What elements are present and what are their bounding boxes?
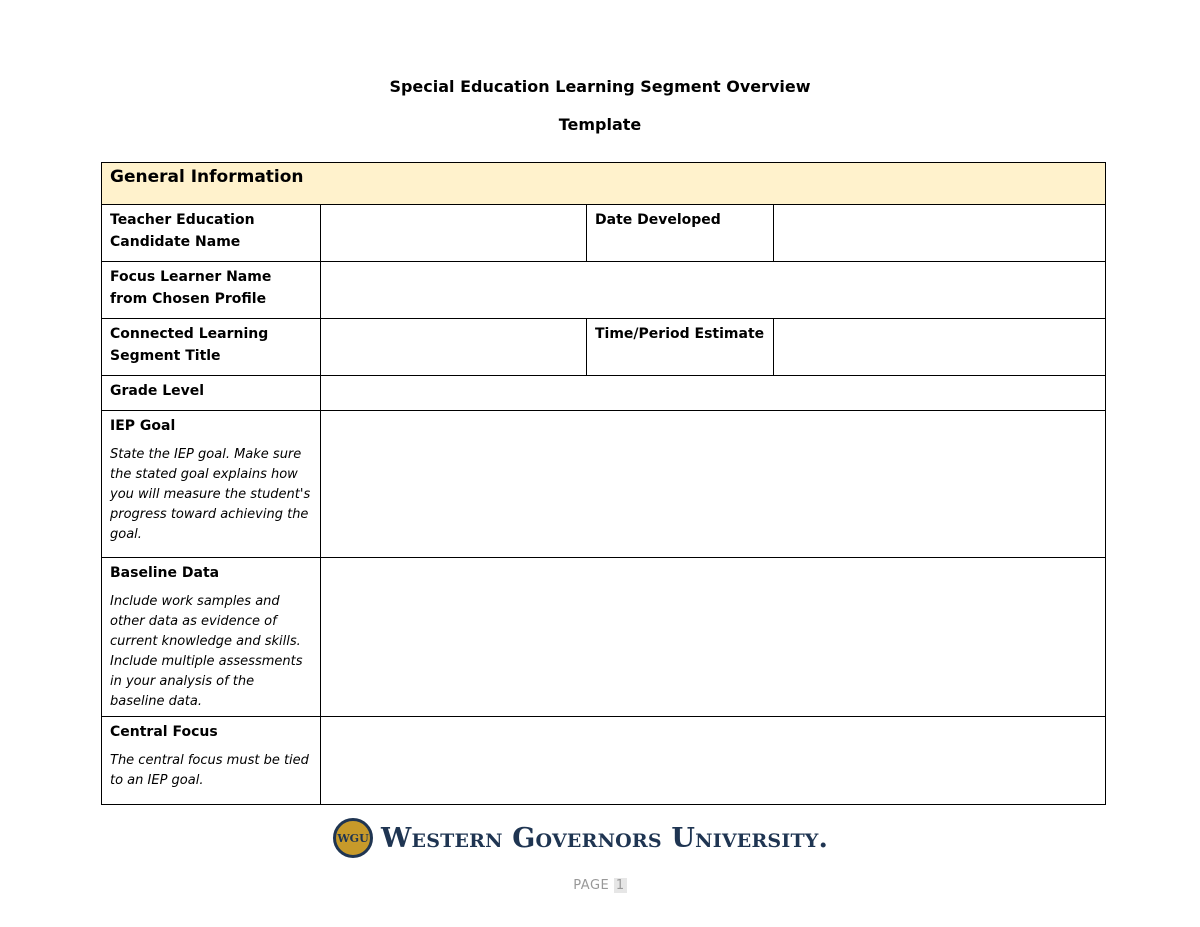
document-subtitle: Template	[558, 115, 642, 134]
table-row	[102, 205, 1106, 262]
university-wordmark: Western Governors University.	[381, 822, 829, 854]
grade-level-label: Grade Level	[110, 383, 205, 399]
iep-goal-hint: State the IEP goal. Make sure the stated goal explains how you will measure the student's progress toward achieving the goal.	[110, 447, 311, 542]
focus-learner-field[interactable]	[321, 262, 1106, 319]
date-developed-label: Date Developed	[595, 212, 721, 228]
central-focus-label: Central Focus	[110, 724, 218, 740]
table-row	[102, 319, 1106, 376]
table-row	[102, 411, 1106, 558]
central-focus-hint: The central focus must be tied to an IEP goal.	[110, 753, 309, 788]
focus-learner-label: Focus Learner Name from Chosen Profile	[110, 269, 272, 307]
university-seal-icon: WGU	[333, 818, 373, 858]
time-estimate-field[interactable]	[774, 319, 1106, 376]
candidate-name-field[interactable]	[321, 205, 587, 262]
page-footer	[0, 878, 1200, 893]
baseline-data-label: Baseline Data	[110, 565, 220, 581]
date-developed-field[interactable]	[774, 205, 1106, 262]
baseline-data-hint: Include work samples and other data as evidence of current knowledge and skills. Include multiple assessments in your analysis of the baseline data.	[110, 594, 303, 709]
document-title: Special Education Learning Segment Overview	[389, 77, 811, 96]
wgu-logo	[333, 818, 828, 858]
iep-goal-label: IEP Goal	[110, 418, 176, 434]
central-focus-field[interactable]	[321, 717, 1106, 805]
iep-goal-field[interactable]	[321, 411, 1106, 558]
section-header-row	[102, 163, 1106, 205]
segment-title-label: Connected Learning Segment Title	[110, 326, 269, 364]
candidate-name-label: Teacher Education Candidate Name	[110, 212, 255, 250]
page-label: PAGE	[573, 878, 610, 893]
section-header: General Information	[102, 163, 1106, 205]
table-row	[102, 717, 1106, 805]
grade-level-field[interactable]	[321, 376, 1106, 411]
baseline-data-field[interactable]	[321, 558, 1106, 717]
general-information-table	[101, 162, 1106, 805]
time-estimate-label: Time/Period Estimate	[595, 326, 765, 342]
table-row	[102, 558, 1106, 717]
table-row	[102, 262, 1106, 319]
page-number: 1	[615, 878, 625, 893]
table-row	[102, 376, 1106, 411]
segment-title-field[interactable]	[321, 319, 587, 376]
